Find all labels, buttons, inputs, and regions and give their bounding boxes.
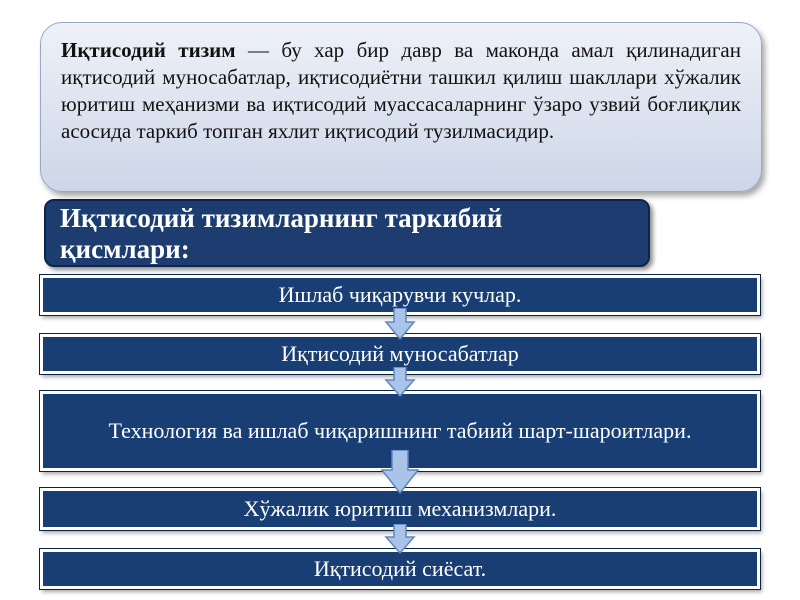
step-label: Иқтисодий муносабатлар: [281, 341, 519, 366]
step-economic-policy: [40, 549, 760, 589]
step-label: Иқтисодий сиёсат.: [313, 556, 487, 581]
step-label: Хўжалик юритиш механизмлари.: [243, 496, 557, 521]
down-arrow-icon: [380, 450, 420, 494]
down-arrow-icon: [384, 524, 416, 554]
definition-box: [40, 22, 762, 192]
components-heading: Иқтисодий тизимларнинг таркибий қисмлари:: [44, 199, 650, 267]
step-label: Ишлаб чиқарувчи кучлар.: [278, 282, 522, 307]
definition-term: Иқтисодий тизим: [61, 38, 236, 62]
definition-text: — бу хар бир давр ва маконда амал қилинадиган иқтисодий муносабатлар, иқтисодиётни ташкил қилиш шакллари хўжалик юритиш меҳанизми ва иқтисодий муассасаларнинг ўзаро узвий боғлиқлик асосида таркиб топган яхлит иқтисодий тузилмасидир.: [61, 38, 741, 143]
down-arrow-icon: [384, 367, 416, 397]
down-arrow-icon: [384, 308, 416, 340]
step-label: Технология ва ишлаб чиқаришнинг табиий шарт-шароитлари.: [108, 418, 692, 443]
